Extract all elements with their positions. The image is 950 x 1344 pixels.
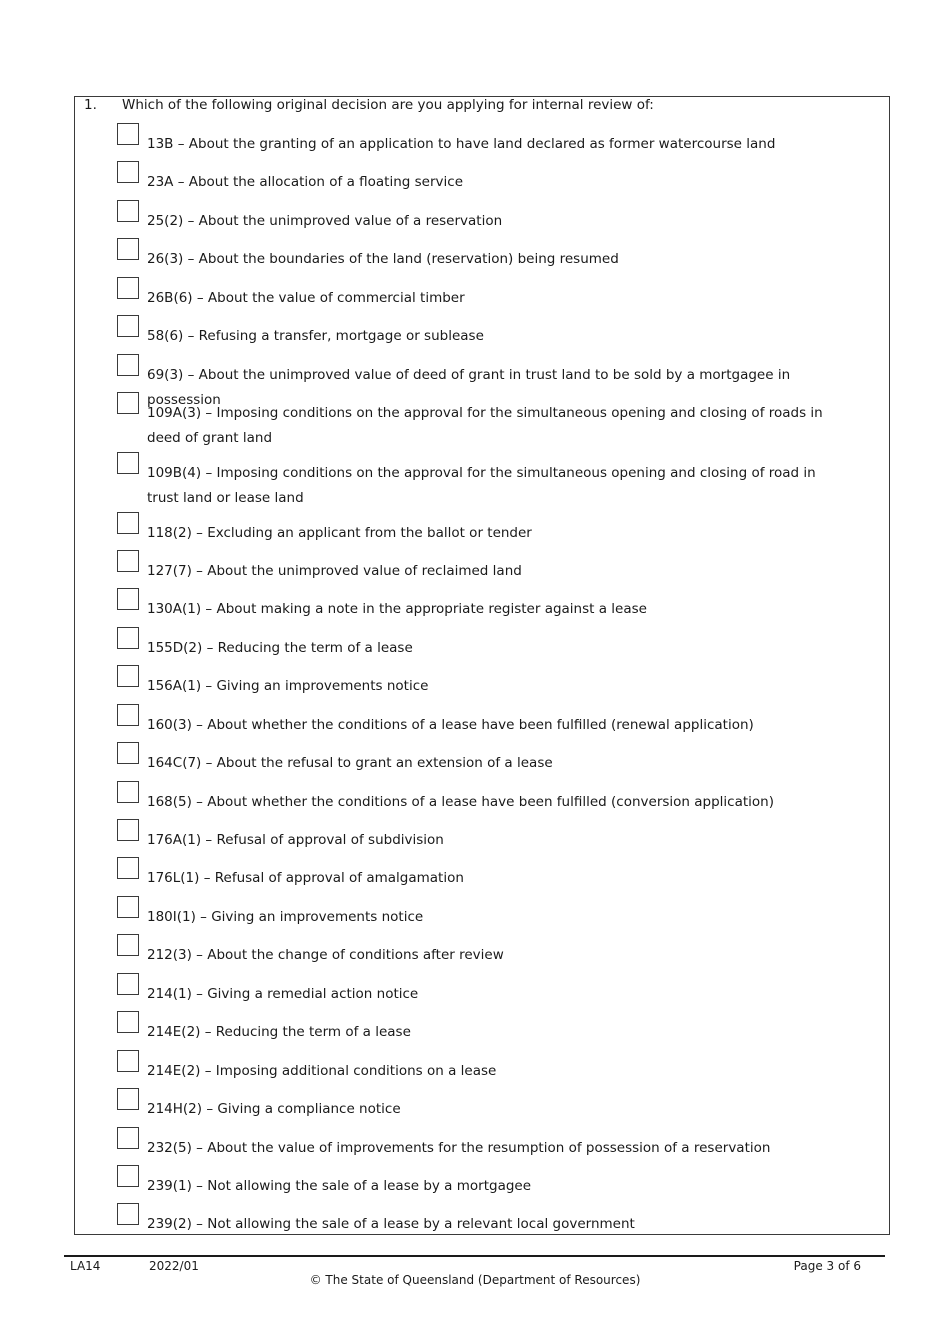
option-checkbox[interactable] [117,1165,139,1187]
option-label: 155D(2) – Reducing the term of a lease [147,640,413,656]
option-label: 214E(2) – Imposing additional conditions on a lease [147,1063,497,1079]
footer-divider [64,1255,885,1257]
option-checkbox[interactable] [117,627,139,649]
option-checkbox[interactable] [117,354,139,376]
option-checkbox[interactable] [117,452,139,474]
option-checkbox[interactable] [117,1050,139,1072]
option-checkbox[interactable] [117,1011,139,1033]
option-label: 23A – About the allocation of a floating service [147,174,463,190]
option-checkbox[interactable] [117,200,139,222]
option-checkbox[interactable] [117,161,139,183]
option-checkbox[interactable] [117,512,139,534]
option-label: 156A(1) – Giving an improvements notice [147,678,429,694]
option-checkbox[interactable] [117,123,139,145]
option-label: 176A(1) – Refusal of approval of subdivision [147,832,444,848]
option-checkbox[interactable] [117,1127,139,1149]
option-checkbox[interactable] [117,742,139,764]
question-text: Which of the following original decision are you applying for internal review of: [122,97,654,113]
option-label: 26(3) – About the boundaries of the land (reservation) being resumed [147,251,619,267]
option-checkbox[interactable] [117,934,139,956]
option-label: 109A(3) – Imposing conditions on the approval for the simultaneous opening and closing of roads in deed of grant land [147,405,823,446]
form-code: LA14 [70,1259,101,1273]
option-label: 214(1) – Giving a remedial action notice [147,986,419,1002]
option-label: 239(1) – Not allowing the sale of a lease by a mortgagee [147,1178,532,1194]
page-number: Page 3 of 6 [793,1259,861,1273]
option-checkbox[interactable] [117,392,139,414]
question-number: 1. [84,97,97,113]
question-heading [84,97,654,113]
option-checkbox[interactable] [117,1203,139,1225]
option-label: 180I(1) – Giving an improvements notice [147,909,424,925]
option-checkbox[interactable] [117,781,139,803]
form-version: 2022/01 [149,1259,199,1273]
option-checkbox[interactable] [117,896,139,918]
option-label: 13B – About the granting of an application to have land declared as former watercourse land [147,136,776,152]
option-checkbox[interactable] [117,665,139,687]
option-label: 214E(2) – Reducing the term of a lease [147,1024,411,1040]
option-checkbox[interactable] [117,238,139,260]
option-label: 160(3) – About whether the conditions of a lease have been fulfilled (renewal application) [147,717,754,733]
option-checkbox[interactable] [117,704,139,726]
option-label: 164C(7) – About the refusal to grant an extension of a lease [147,755,553,771]
option-label: 214H(2) – Giving a compliance notice [147,1101,401,1117]
option-checkbox[interactable] [117,819,139,841]
option-label: 168(5) – About whether the conditions of a lease have been fulfilled (conversion application) [147,794,774,810]
option-label: 25(2) – About the unimproved value of a reservation [147,213,503,229]
option-label: 127(7) – About the unimproved value of reclaimed land [147,563,522,579]
option-label: 212(3) – About the change of conditions after review [147,947,504,963]
option-label: 109B(4) – Imposing conditions on the approval for the simultaneous opening and closing of road in trust land or lease land [147,465,816,506]
option-checkbox[interactable] [117,550,139,572]
option-label: 69(3) – About the unimproved value of deed of grant in trust land to be sold by a mortgagee in possession [147,367,791,408]
option-checkbox[interactable] [117,588,139,610]
option-label: 58(6) – Refusing a transfer, mortgage or sublease [147,328,484,344]
option-checkbox[interactable] [117,1088,139,1110]
option-label: 232(5) – About the value of improvements for the resumption of possession of a reservation [147,1140,771,1156]
option-label: 118(2) – Excluding an applicant from the ballot or tender [147,525,532,541]
option-label: 176L(1) – Refusal of approval of amalgamation [147,870,464,886]
option-label: 239(2) – Not allowing the sale of a lease by a relevant local government [147,1216,635,1232]
option-label: 26B(6) – About the value of commercial timber [147,290,465,306]
option-checkbox[interactable] [117,277,139,299]
option-checkbox[interactable] [117,315,139,337]
option-checkbox[interactable] [117,857,139,879]
option-checkbox[interactable] [117,973,139,995]
copyright-notice: © The State of Queensland (Department of Resources) [309,1273,641,1287]
option-label: 130A(1) – About making a note in the appropriate register against a lease [147,601,647,617]
